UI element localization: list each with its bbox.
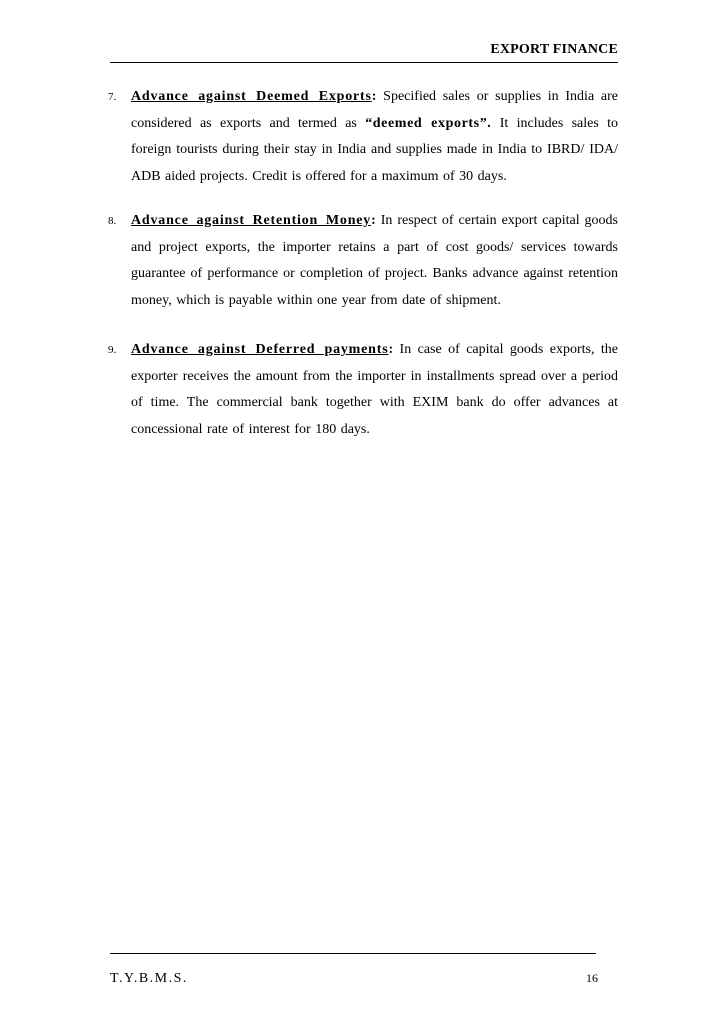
list-item-deemed-exports [108,84,618,190]
footer-course-label: T.Y.B.M.S. [110,971,188,986]
item-number: 8. [108,215,117,227]
item-term: Advance against Retention Money [131,213,372,228]
item-emphasis: “deemed exports”. [365,115,492,131]
item-term: Advance against Deemed Exports [131,89,372,104]
item-paragraph [131,208,618,314]
header-divider [110,62,618,63]
term-colon: : [371,89,377,104]
item-text: In case of capital goods exports, the exporter receives the amount from the importer in installments spread over a period of time. The commercial bank together with EXIM bank do offer advances at concessional rate of interest for 180 days. [131,342,618,437]
page-number: 16 [586,971,598,985]
footer-divider [110,953,596,954]
item-term: Advance against Deferred payments [131,342,389,357]
running-header-title: EXPORT FINANCE [490,42,618,57]
item-number: 9. [108,344,117,356]
item-text: In respect of certain export capital goods and project exports, the importer retains a part of cost goods/ services towards guarantee of performance or completion of project. Banks advance against retention money, which is payable within one year from date of shipment. [131,213,618,308]
item-text-continued: It includes sales to foreign tourists during their stay in India and supplies made in India to IBRD/ IDA/ ADB aided projects. Credit is offered for a maximum of 30 days. [131,115,619,184]
list-item-deferred-payments [108,337,618,443]
item-paragraph [131,84,618,190]
item-text: Specified sales or supplies in India are considered as exports and termed as [131,89,618,131]
list-item-retention-money [108,208,618,314]
term-colon: : [371,213,376,228]
item-number: 7. [108,91,117,103]
term-colon: : [388,342,394,357]
item-paragraph [131,337,618,443]
